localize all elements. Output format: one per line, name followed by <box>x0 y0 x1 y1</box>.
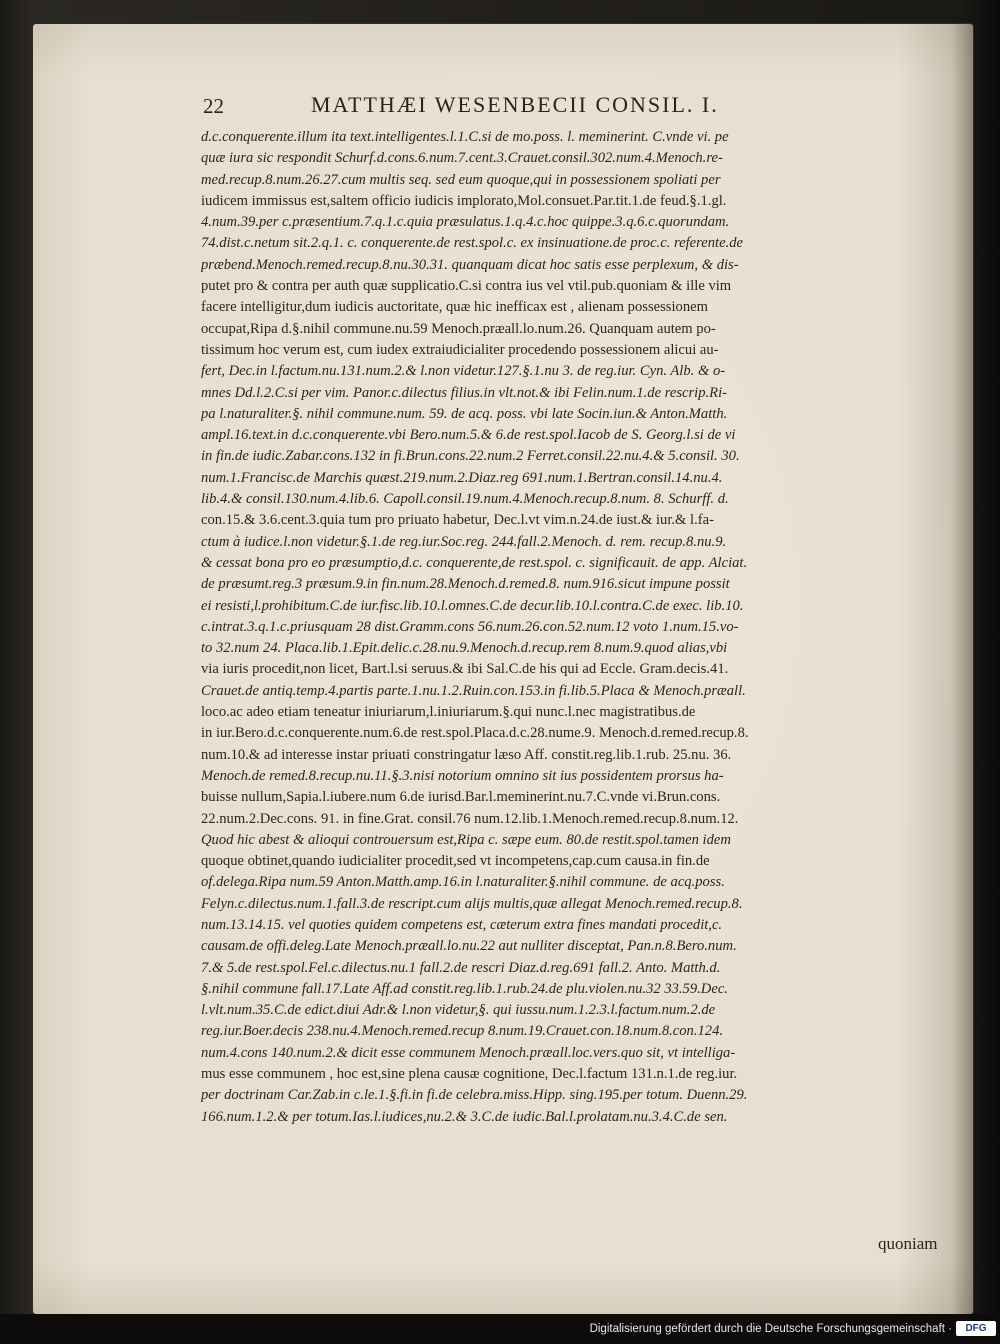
text-line: mus esse communem , hoc est,sine plena causæ cognitione, Dec.l.factum 131.n.1.de reg.iur. <box>201 1066 738 1083</box>
text-line: Quod hic abest & alioqui controuersum est,Ripa c. sæpe eum. 80.de restit.spol.tamen idem <box>201 831 731 848</box>
text-line: per doctrinam Car.Zab.in c.le.1.§.fi.in fi.de celebra.miss.Hipp. sing.195.per totum. Duenn.29. <box>201 1087 748 1104</box>
text-line: occupat,Ripa d.§.nihil commune.nu.59 Menoch.præall.lo.num.26. Quanquam autem po- <box>201 320 716 337</box>
dfg-logo <box>956 1321 996 1336</box>
text-line: mnes Dd.l.2.C.si per vim. Panor.c.dilectus filius.in vlt.not.& ibi Felin.num.1.de rescrip.Ri- <box>201 384 727 401</box>
page-number: 22 <box>203 94 224 118</box>
text-line: §.nihil commune fall.17.Late Aff.ad constit.reg.lib.1.rub.24.de plu.violen.nu.32 33.59.Dec. <box>201 980 728 997</box>
text-line: c.intrat.3.q.1.c.priusquam 28 dist.Gramm.cons 56.num.26.con.52.num.12 voto 1.num.15.vo- <box>201 618 739 635</box>
text-line: & cessat bona pro eo præsumptio,d.c. conquerente,de rest.spol. c. significauit. de app. Alciat. <box>201 554 748 571</box>
text-line: con.15.& 3.6.cent.3.quia tum pro priuato habetur, Dec.l.vt vim.n.24.de iust.& iur.& l.fa- <box>201 512 714 529</box>
text-line: in iur.Bero.d.c.conquerente.num.6.de rest.spol.Placa.d.c.28.nume.9. Menoch.d.remed.recup.8. <box>201 725 749 742</box>
text-line: quoque obtinet,quando iudicialiter procedit,sed vt incompetens,cap.cum causa.in fin.de <box>201 853 710 870</box>
text-line: 7.& 5.de rest.spol.Fel.c.dilectus.nu.1 fall.2.de rescri Diaz.d.reg.691 fall.2. Anto. Matth.d. <box>201 959 721 976</box>
text-line: 166.num.1.2.& per totum.Ias.l.iudices,nu.2.& 3.C.de iudic.Bal.l.prolatam.nu.3.4.C.de sen. <box>201 1108 728 1125</box>
text-line: putet pro & contra per auth quæ supplicatio.C.si contra ius vel vtil.pub.quoniam & ille vim <box>201 278 732 295</box>
text-line: l.vlt.num.35.C.de edict.diui Adr.& l.non videtur,§. qui iussu.num.1.2.3.l.factum.num.2.de <box>201 1002 716 1019</box>
text-line: Crauet.de antiq.temp.4.partis parte.1.nu.1.2.Ruin.con.153.in fi.lib.5.Placa & Menoch.præall. <box>201 682 746 699</box>
text-line: num.4.cons 140.num.2.& dicit esse communem Menoch.præall.loc.vers.quo sit, vt intelliga- <box>201 1044 736 1061</box>
text-line: of.delega.Ripa num.59 Anton.Matth.amp.16.in l.naturaliter.§.nihil commune. de acq.poss. <box>201 874 725 891</box>
text-line: fert, Dec.in l.factum.nu.131.num.2.& l.non videtur.127.§.1.nu 3. de reg.iur. Cyn. Alb. & o- <box>201 363 726 380</box>
text-line: via iuris procedit,non licet, Bart.l.si seruus.& ibi Sal.C.de his qui ad Eccle. Gram.decis.41. <box>201 661 729 678</box>
text-line: buisse nullum,Sapia.l.iubere.num 6.de iurisd.Bar.l.meminerint.nu.7.C.vnde vi.Brun.cons. <box>201 789 721 806</box>
text-line: ampl.16.text.in d.c.conquerente.vbi Bero.num.5.& 6.de rest.spol.Iacob de S. Georg.l.si de vi <box>201 427 736 444</box>
text-line: in fin.de iudic.Zabar.cons.132 in fi.Brun.cons.22.num.2 Ferret.consil.22.nu.4.& 5.consil. 30. <box>201 448 740 465</box>
text-line: reg.iur.Boer.decis 238.nu.4.Menoch.remed.recup 8.num.19.Crauet.con.18.num.8.con.124. <box>201 1023 724 1040</box>
text-line: num.13.14.15. vel quoties quidem competens est, cæterum extra fines mandati procedit,c. <box>201 916 723 933</box>
page-header <box>33 94 973 124</box>
text-line: 74.dist.c.netum sit.2.q.1. c. conquerente.de rest.spol.c. ex insinuatione.de proc.c. referente.de <box>201 235 743 252</box>
dfg-logo-text: DFG <box>965 1323 987 1334</box>
running-title: MATTHÆI WESENBECII CONSIL. I. <box>311 92 719 117</box>
text-line: præbend.Menoch.remed.recup.8.nu.30.31. quanquam dicat hoc satis esse perplexum, & dis- <box>201 256 739 273</box>
text-line: lib.4.& consil.130.num.4.lib.6. Capoll.consil.19.num.4.Menoch.recup.8.num. 8. Schurff. d. <box>201 491 729 508</box>
text-line: iudicem immissus est,saltem officio iudicis implorato,Mol.consuet.Par.tit.1.de feud.§.1.gl. <box>201 192 727 209</box>
catchword: quoniam <box>878 1234 938 1253</box>
text-line: num.1.Francisc.de Marchis quæst.219.num.2.Diaz.reg 691.num.1.Bertran.consil.14.nu.4. <box>201 469 723 486</box>
text-line: 4.num.39.per c.præsentium.7.q.1.c.quia præsulatus.1.q.4.c.hoc quippe.3.q.6.c.quorundam. <box>201 214 730 231</box>
digitization-footer <box>0 1314 1000 1344</box>
text-line: 22.num.2.Dec.cons. 91. in fine.Grat. consil.76 num.12.lib.1.Menoch.remed.recup.8.num.12. <box>201 810 739 827</box>
text-line: loco.ac adeo etiam teneatur iniuriarum,l.iniuriarum.§.qui nunc.l.nec magistratibus.de <box>201 704 696 721</box>
text-line: ei resisti,l.prohibitum.C.de iur.fisc.lib.10.l.omnes.C.de decur.lib.10.l.contra.C.de exec. lib.10. <box>201 597 744 614</box>
footer-credit: Digitalisierung gefördert durch die Deutsche Forschungsgemeinschaft · <box>589 1323 952 1335</box>
text-line: facere intelligitur,dum iudicis auctoritate, quæ hic inefficax est , alienam possessionem <box>201 299 708 316</box>
text-line: num.10.& ad interesse instar priuati constringatur læso Aff. constit.reg.lib.1.rub. 25.nu. 36. <box>201 746 732 763</box>
text-line: med.recup.8.num.26.27.cum multis seq. sed eum quoque,qui in possessionem spoliati per <box>201 171 721 188</box>
book-page <box>33 24 973 1314</box>
body-text <box>201 127 966 1267</box>
text-line: tissimum hoc verum est, cum iudex extraiudicialiter procedendo possessionem alicui au- <box>201 341 719 358</box>
text-line: Menoch.de remed.8.recup.nu.11.§.3.nisi notorium omnino sit ius possidentem prorsus ha- <box>201 767 724 784</box>
text-line: to 32.num 24. Placa.lib.1.Epit.delic.c.28.nu.9.Menoch.d.recup.rem 8.num.9.quod alias,vbi <box>201 640 728 657</box>
text-line: Felyn.c.dilectus.num.1.fall.3.de rescript.cum alijs multis,quæ allegat Menoch.remed.recup.8. <box>201 895 743 912</box>
text-line: quæ iura sic respondit Schurf.d.cons.6.num.7.cent.3.Crauet.consil.302.num.4.Menoch.re- <box>201 150 723 167</box>
text-line: causam.de offi.deleg.Late Menoch.præall.lo.nu.22 aut nulliter disceptat, Pan.n.8.Bero.num. <box>201 938 737 955</box>
text-line: ctum à iudice.l.non videtur.§.1.de reg.iur.Soc.reg. 244.fall.2.Menoch. d. rem. recup.8.nu.9. <box>201 533 727 550</box>
text-line: d.c.conquerente.illum ita text.intelligentes.l.1.C.si de mo.poss. l. meminerint. C.vnde vi. pe <box>201 129 729 145</box>
text-line: pa l.naturaliter.§. nihil commune.num. 59. de acq. poss. vbi late Socin.iun.& Anton.Matth. <box>201 405 728 422</box>
text-line: de præsumt.reg.3 præsum.9.in fin.num.28.Menoch.d.remed.8. num.916.sicut impune possit <box>201 576 730 593</box>
